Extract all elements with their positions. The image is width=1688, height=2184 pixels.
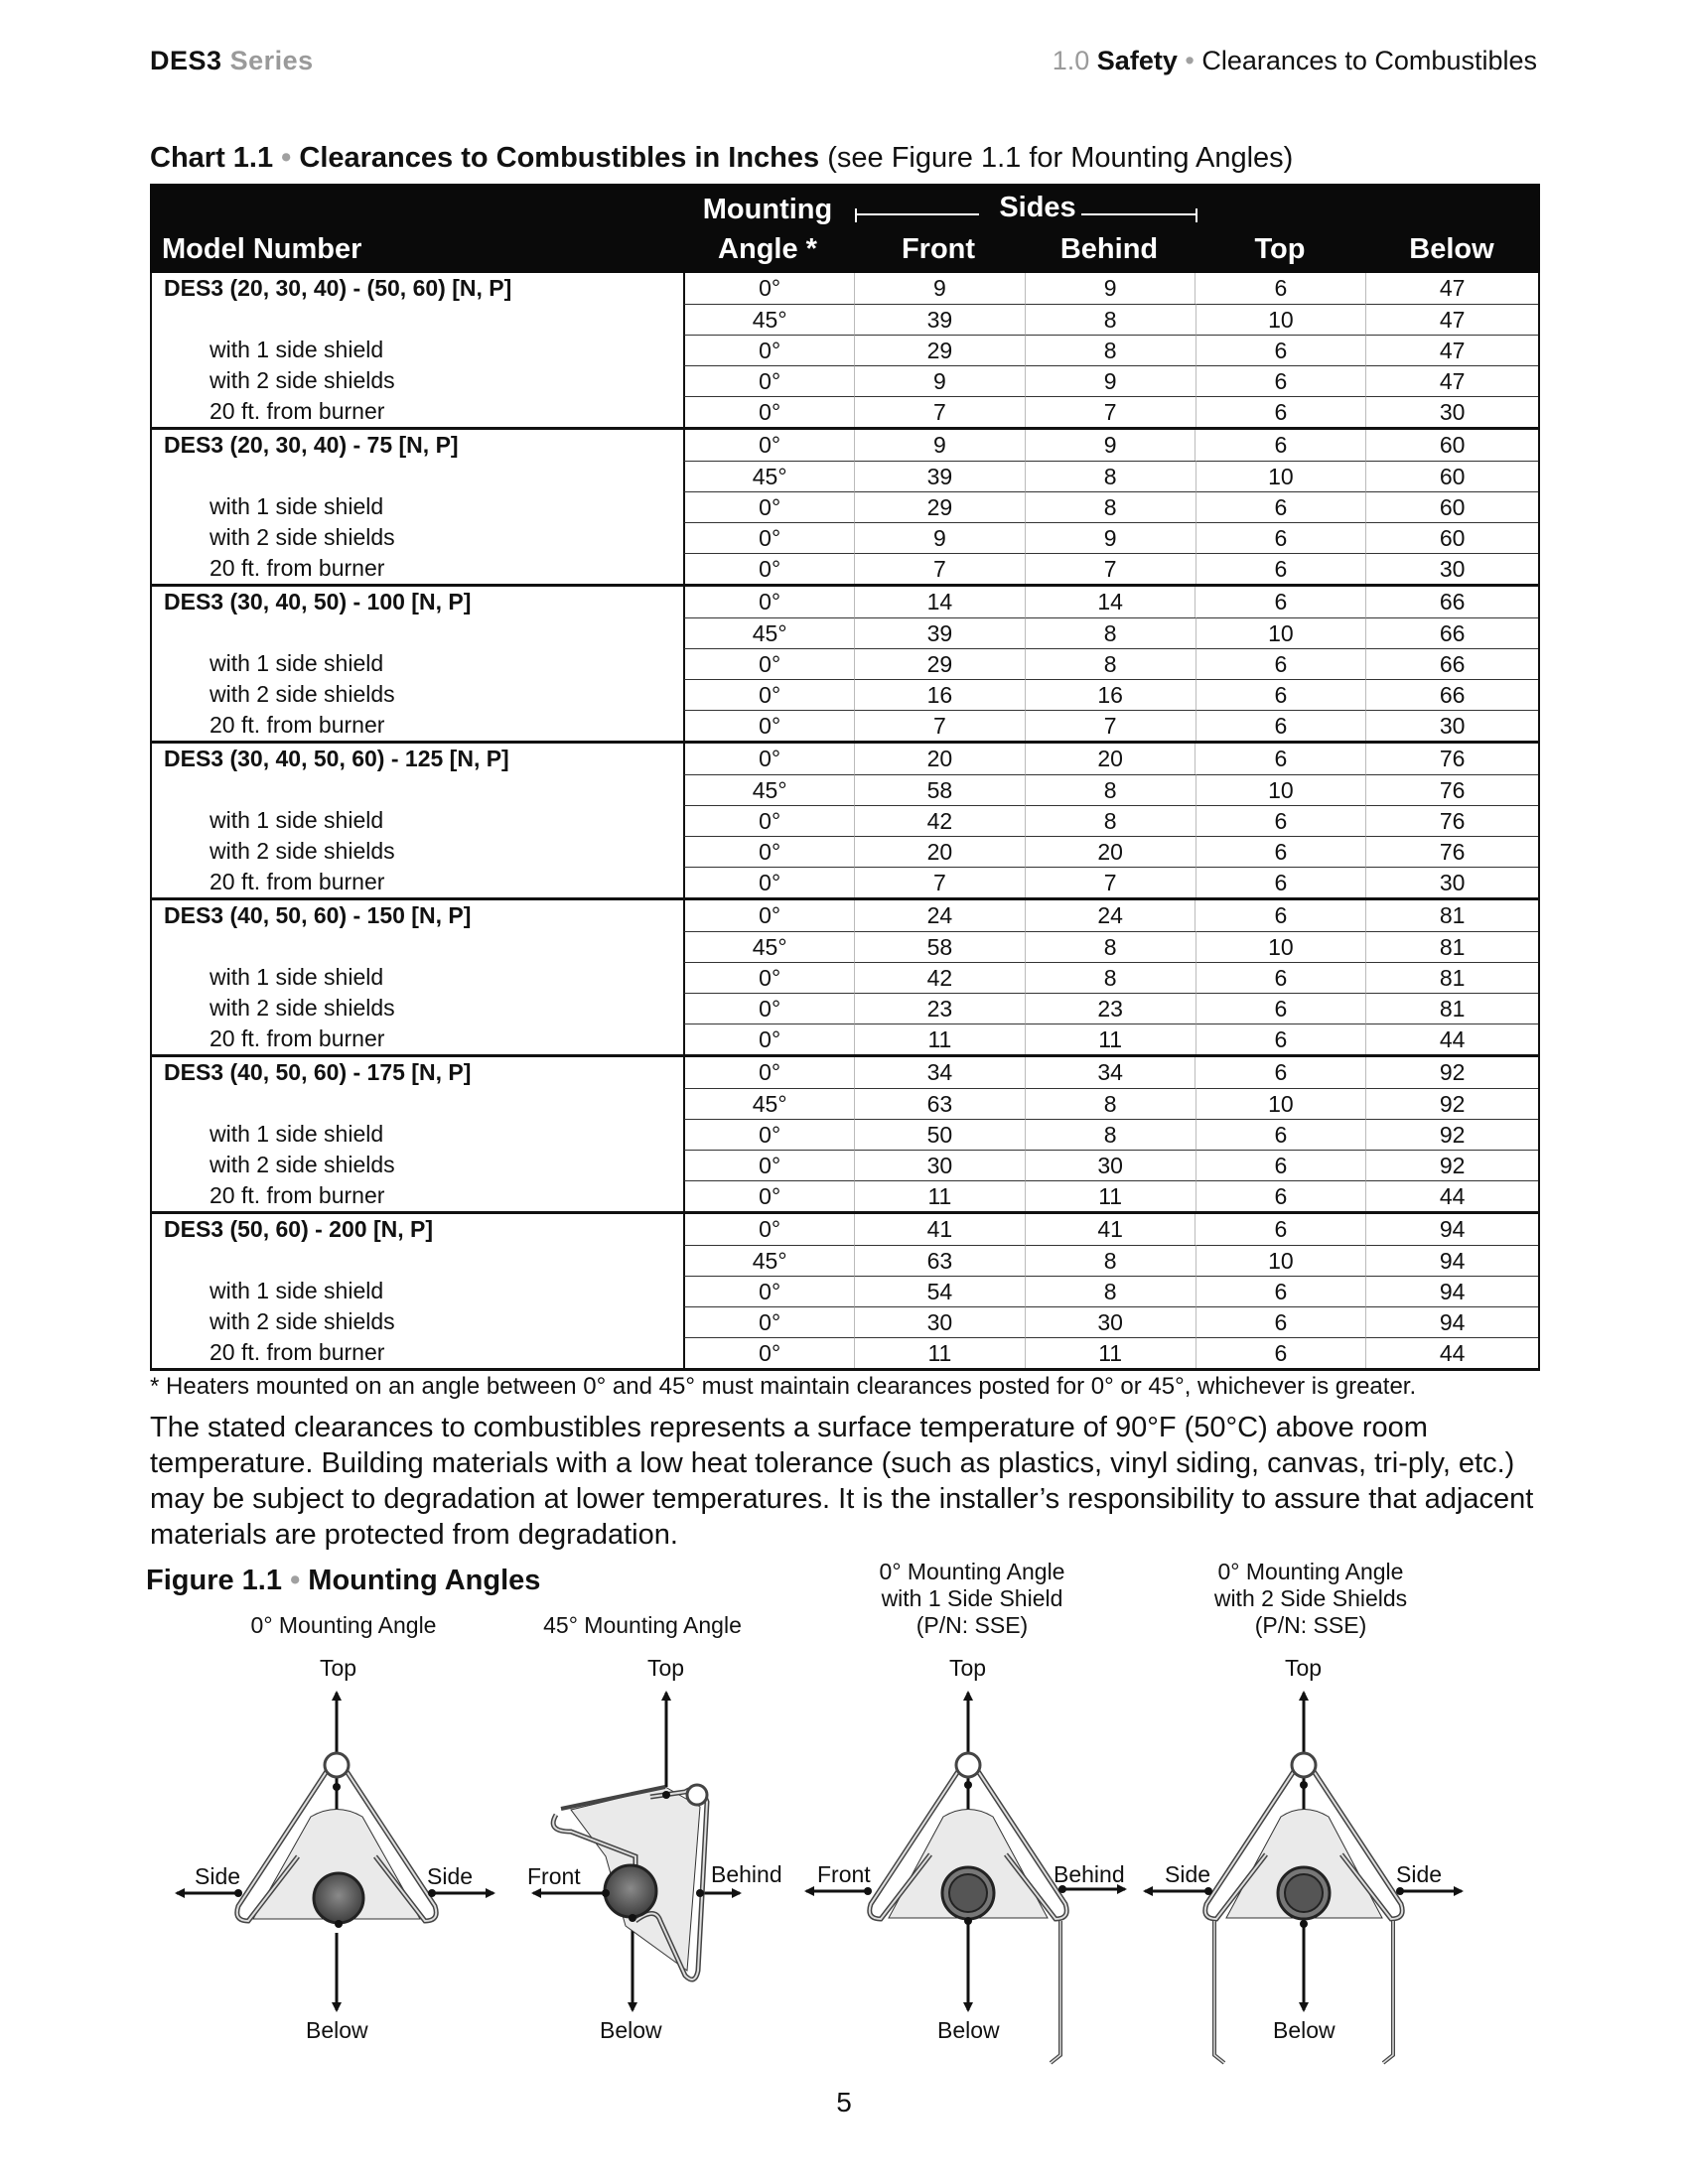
top-cell: 6 [1195, 273, 1365, 304]
variant-label-cell: with 2 side shields [210, 1308, 395, 1334]
front-cell: 16 [854, 679, 1025, 710]
front-cell: 42 [854, 805, 1025, 836]
front-cell: 39 [854, 617, 1025, 648]
below-cell: 66 [1365, 587, 1538, 617]
top-cell: 6 [1195, 744, 1365, 774]
below-cell: 30 [1365, 867, 1538, 897]
variant-label-cell: with 2 side shields [210, 367, 395, 393]
behind-cell: 9 [1025, 273, 1196, 304]
variant-label-cell: 20 ft. from burner [210, 1182, 385, 1208]
behind-cell: 8 [1025, 931, 1196, 962]
top-cell: 6 [1196, 962, 1366, 993]
below-cell: 94 [1365, 1276, 1538, 1306]
top-cell: 6 [1196, 1337, 1366, 1368]
section-subtitle: Clearances to Combustibles [1201, 46, 1537, 75]
col-header-angle-line2: Angle * [718, 233, 817, 265]
angle-cell: 0° [683, 836, 854, 867]
behind-cell: 9 [1025, 365, 1196, 396]
behind-cell: 8 [1025, 805, 1196, 836]
top-cell: 6 [1196, 335, 1366, 365]
model-number-cell: DES3 (20, 30, 40) - (50, 60) [N, P] [164, 275, 512, 301]
col-header-angle-line1: Mounting [702, 194, 833, 225]
top-cell: 6 [1196, 648, 1366, 679]
below-cell: 92 [1365, 1088, 1538, 1119]
diagram-45deg-label-right: Behind [711, 1861, 782, 1887]
angle-cell: 0° [683, 1276, 854, 1306]
figure-number: Figure 1.1 [146, 1565, 282, 1596]
section-title: Safety [1096, 46, 1178, 75]
front-cell: 7 [854, 396, 1025, 427]
diagram-2shields-label-top: Top [1285, 1655, 1323, 1681]
top-cell: 10 [1196, 774, 1366, 805]
angle-cell: 0° [683, 587, 854, 617]
top-cell: 6 [1196, 365, 1366, 396]
series-name: DES3 [150, 46, 222, 75]
angle-cell: 0° [683, 273, 854, 304]
diagram-45deg-label-left: Front [527, 1863, 581, 1889]
diagram-0deg [177, 1693, 493, 2010]
below-cell: 66 [1365, 679, 1538, 710]
behind-cell: 8 [1025, 304, 1196, 335]
behind-cell: 7 [1025, 396, 1196, 427]
chart-heading: Clearances to Combustibles in Inches [299, 142, 820, 174]
front-cell: 11 [854, 1024, 1025, 1054]
model-number-cell: DES3 (50, 60) - 200 [N, P] [164, 1216, 433, 1242]
front-cell: 24 [854, 900, 1025, 931]
bullet-separator: • [1185, 46, 1195, 75]
diagram-45deg [533, 1693, 740, 2010]
angle-cell: 45° [683, 461, 854, 491]
behind-cell: 8 [1025, 962, 1196, 993]
variant-label-cell: 20 ft. from burner [210, 1025, 385, 1051]
behind-cell: 30 [1025, 1150, 1196, 1180]
behind-cell: 34 [1025, 1057, 1196, 1088]
front-cell: 29 [854, 335, 1025, 365]
front-cell: 7 [854, 553, 1025, 584]
below-cell: 76 [1365, 744, 1538, 774]
top-cell: 6 [1196, 1150, 1366, 1180]
angle-cell: 0° [683, 553, 854, 584]
angle-cell: 0° [683, 1180, 854, 1211]
top-cell: 6 [1196, 867, 1366, 897]
behind-cell: 11 [1025, 1180, 1196, 1211]
diagram-1shield-label-top: Top [949, 1655, 987, 1681]
variant-label-cell: with 1 side shield [210, 964, 384, 990]
variant-label-cell: with 1 side shield [210, 1278, 384, 1303]
diagram-1shield-label-right: Behind [1054, 1861, 1125, 1887]
angle-cell: 0° [683, 1214, 854, 1245]
top-cell: 6 [1196, 396, 1366, 427]
front-cell: 29 [854, 491, 1025, 522]
below-cell: 81 [1365, 993, 1538, 1024]
angle-cell: 0° [683, 867, 854, 897]
below-cell: 81 [1365, 900, 1538, 931]
diagram-caption-45deg: 45° Mounting Angle [543, 1612, 742, 1638]
top-cell: 6 [1195, 1214, 1365, 1245]
diagram-0deg-label-left: Side [195, 1863, 241, 1889]
front-cell: 23 [854, 993, 1025, 1024]
diagram-caption-1-shield: 0° Mounting Angle with 1 Side Shield (P/N: SSE) [879, 1559, 1065, 1638]
front-cell: 9 [854, 273, 1025, 304]
diagram-45deg-label-below: Below [600, 2017, 662, 2043]
angle-cell: 0° [683, 396, 854, 427]
variant-label-cell: with 2 side shields [210, 995, 395, 1021]
front-cell: 63 [854, 1245, 1025, 1276]
front-cell: 9 [854, 365, 1025, 396]
angle-cell: 45° [683, 1088, 854, 1119]
behind-cell: 8 [1025, 774, 1196, 805]
angle-cell: 0° [683, 1024, 854, 1054]
behind-cell: 7 [1025, 710, 1196, 741]
angle-cell: 45° [683, 774, 854, 805]
top-cell: 6 [1195, 587, 1365, 617]
top-cell: 10 [1196, 304, 1366, 335]
bullet-separator: • [281, 142, 292, 174]
top-cell: 6 [1196, 553, 1366, 584]
front-cell: 39 [854, 461, 1025, 491]
behind-cell: 7 [1025, 867, 1196, 897]
chart-note: (see Figure 1.1 for Mounting Angles) [827, 142, 1294, 174]
behind-cell: 8 [1025, 648, 1196, 679]
front-cell: 58 [854, 931, 1025, 962]
below-cell: 44 [1365, 1180, 1538, 1211]
front-cell: 63 [854, 1088, 1025, 1119]
front-cell: 34 [854, 1057, 1025, 1088]
below-cell: 66 [1365, 617, 1538, 648]
below-cell: 30 [1365, 710, 1538, 741]
top-cell: 10 [1196, 617, 1366, 648]
angle-cell: 0° [683, 648, 854, 679]
angle-cell: 0° [683, 993, 854, 1024]
below-cell: 92 [1365, 1057, 1538, 1088]
diagram-0deg-label-right: Side [427, 1863, 474, 1889]
col-header-front: Front [901, 233, 976, 265]
behind-cell: 8 [1025, 491, 1196, 522]
variant-label-cell: with 1 side shield [210, 337, 384, 362]
top-cell: 6 [1196, 1276, 1366, 1306]
below-cell: 30 [1365, 553, 1538, 584]
top-cell: 6 [1196, 1180, 1366, 1211]
below-cell: 76 [1365, 805, 1538, 836]
behind-cell: 20 [1025, 744, 1196, 774]
below-cell: 94 [1365, 1245, 1538, 1276]
diagram-0deg-label-below: Below [306, 2017, 368, 2043]
behind-cell: 8 [1025, 1276, 1196, 1306]
behind-cell: 8 [1025, 617, 1196, 648]
diagram-1shield-label-left: Front [817, 1861, 871, 1887]
top-cell: 6 [1196, 679, 1366, 710]
variant-label-cell: 20 ft. from burner [210, 869, 385, 894]
below-cell: 60 [1365, 491, 1538, 522]
below-cell: 47 [1365, 365, 1538, 396]
behind-cell: 14 [1025, 587, 1196, 617]
below-cell: 30 [1365, 396, 1538, 427]
front-cell: 30 [854, 1306, 1025, 1337]
model-number-cell: DES3 (40, 50, 60) - 175 [N, P] [164, 1059, 472, 1085]
variant-label-cell: with 1 side shield [210, 807, 384, 833]
below-cell: 60 [1365, 522, 1538, 553]
below-cell: 81 [1365, 962, 1538, 993]
top-cell: 10 [1196, 931, 1366, 962]
behind-cell: 8 [1025, 1245, 1196, 1276]
front-cell: 11 [854, 1180, 1025, 1211]
variant-label-cell: with 2 side shields [210, 1152, 395, 1177]
model-number-cell: DES3 (40, 50, 60) - 150 [N, P] [164, 902, 472, 928]
angle-cell: 0° [683, 679, 854, 710]
behind-cell: 11 [1025, 1337, 1196, 1368]
front-cell: 30 [854, 1150, 1025, 1180]
angle-cell: 0° [683, 710, 854, 741]
below-cell: 92 [1365, 1119, 1538, 1150]
behind-cell: 30 [1025, 1306, 1196, 1337]
front-cell: 9 [854, 522, 1025, 553]
below-cell: 66 [1365, 648, 1538, 679]
angle-cell: 0° [683, 744, 854, 774]
variant-label-cell: with 2 side shields [210, 524, 395, 550]
behind-cell: 23 [1025, 993, 1196, 1024]
behind-cell: 8 [1025, 1119, 1196, 1150]
front-cell: 58 [854, 774, 1025, 805]
behind-cell: 8 [1025, 1088, 1196, 1119]
behind-cell: 20 [1025, 836, 1196, 867]
top-cell: 6 [1195, 900, 1365, 931]
table-footnote: * Heaters mounted on an angle between 0° and 45° must maintain clearances posted for 0° or 45°, whichever is greater. [150, 1373, 1417, 1400]
front-cell: 11 [854, 1337, 1025, 1368]
angle-cell: 0° [683, 900, 854, 931]
below-cell: 44 [1365, 1337, 1538, 1368]
top-cell: 6 [1195, 1057, 1365, 1088]
bullet-separator: • [290, 1565, 301, 1596]
angle-cell: 0° [683, 430, 854, 461]
top-cell: 10 [1196, 1088, 1366, 1119]
diagram-caption-2-shields: 0° Mounting Angle with 2 Side Shields (P/N: SSE) [1213, 1559, 1408, 1638]
front-cell: 14 [854, 587, 1025, 617]
top-cell: 10 [1196, 1245, 1366, 1276]
top-cell: 6 [1196, 805, 1366, 836]
model-number-cell: DES3 (30, 40, 50, 60) - 125 [N, P] [164, 746, 509, 771]
angle-cell: 0° [683, 1306, 854, 1337]
top-cell: 6 [1196, 491, 1366, 522]
figure-heading: Mounting Angles [308, 1565, 541, 1596]
front-cell: 50 [854, 1119, 1025, 1150]
model-number-cell: DES3 (20, 30, 40) - 75 [N, P] [164, 432, 459, 458]
front-cell: 42 [854, 962, 1025, 993]
front-cell: 54 [854, 1276, 1025, 1306]
section-number: 1.0 [1052, 46, 1090, 75]
chart-number: Chart 1.1 [150, 142, 274, 174]
variant-label-cell: 20 ft. from burner [210, 398, 385, 424]
behind-cell: 24 [1025, 900, 1196, 931]
behind-cell: 8 [1025, 335, 1196, 365]
below-cell: 92 [1365, 1150, 1538, 1180]
variant-label-cell: 20 ft. from burner [210, 712, 385, 738]
model-number-cell: DES3 (30, 40, 50) - 100 [N, P] [164, 589, 472, 614]
behind-cell: 16 [1025, 679, 1196, 710]
below-cell: 94 [1365, 1214, 1538, 1245]
behind-cell: 11 [1025, 1024, 1196, 1054]
angle-cell: 0° [683, 1337, 854, 1368]
angle-cell: 45° [683, 617, 854, 648]
col-header-model: Model Number [162, 233, 362, 265]
top-cell: 6 [1196, 1306, 1366, 1337]
variant-label-cell: with 1 side shield [210, 650, 384, 676]
series-label: Series [229, 46, 314, 75]
front-cell: 9 [854, 430, 1025, 461]
behind-cell: 9 [1025, 522, 1196, 553]
top-cell: 6 [1195, 430, 1365, 461]
top-cell: 6 [1196, 993, 1366, 1024]
diagram-1shield-label-below: Below [937, 2017, 1000, 2043]
below-cell: 44 [1365, 1024, 1538, 1054]
below-cell: 81 [1365, 931, 1538, 962]
variant-label-cell: 20 ft. from burner [210, 1339, 385, 1365]
front-cell: 7 [854, 710, 1025, 741]
front-cell: 7 [854, 867, 1025, 897]
front-cell: 20 [854, 836, 1025, 867]
angle-cell: 45° [683, 931, 854, 962]
variant-label-cell: with 1 side shield [210, 1121, 384, 1147]
behind-cell: 7 [1025, 553, 1196, 584]
diagram-2shields-label-below: Below [1273, 2017, 1336, 2043]
behind-cell: 9 [1025, 430, 1196, 461]
angle-cell: 45° [683, 304, 854, 335]
top-cell: 6 [1196, 836, 1366, 867]
angle-cell: 0° [683, 1057, 854, 1088]
below-cell: 47 [1365, 335, 1538, 365]
front-cell: 39 [854, 304, 1025, 335]
front-cell: 29 [854, 648, 1025, 679]
below-cell: 60 [1365, 430, 1538, 461]
below-cell: 76 [1365, 836, 1538, 867]
variant-label-cell: 20 ft. from burner [210, 555, 385, 581]
angle-cell: 0° [683, 962, 854, 993]
col-header-behind: Behind [1059, 233, 1159, 265]
diagram-45deg-label-top: Top [647, 1655, 685, 1681]
col-header-top: Top [1254, 233, 1306, 265]
below-cell: 47 [1365, 273, 1538, 304]
top-cell: 10 [1196, 461, 1366, 491]
page-number: 5 [836, 2087, 852, 2117]
angle-cell: 0° [683, 1150, 854, 1180]
behind-cell: 41 [1025, 1214, 1196, 1245]
angle-cell: 0° [683, 491, 854, 522]
diagram-0deg-label-top: Top [320, 1655, 357, 1681]
below-cell: 94 [1365, 1306, 1538, 1337]
angle-cell: 45° [683, 1245, 854, 1276]
diagram-2shields-label-left: Side [1165, 1861, 1211, 1887]
front-cell: 41 [854, 1214, 1025, 1245]
angle-cell: 0° [683, 335, 854, 365]
angle-cell: 0° [683, 805, 854, 836]
variant-label-cell: with 1 side shield [210, 493, 384, 519]
clearance-explanation: The stated clearances to combustibles represents a surface temperature of 90°F (50°C) above room temperature. Building materials with a low heat tolerance (such as plastics, vinyl siding, canvas, tri-ply, etc.) may be subject to degradation at lower temperatures. It is the installer’s responsibility to assure that adjacent materials are protected from degradation. [150, 1412, 1534, 1551]
variant-label-cell: with 2 side shields [210, 838, 395, 864]
angle-cell: 0° [683, 1119, 854, 1150]
diagram-caption-0deg: 0° Mounting Angle [250, 1612, 437, 1638]
behind-cell: 8 [1025, 461, 1196, 491]
angle-cell: 0° [683, 365, 854, 396]
below-cell: 60 [1365, 461, 1538, 491]
top-cell: 6 [1196, 1024, 1366, 1054]
col-header-sides: Sides [999, 192, 1076, 223]
variant-label-cell: with 2 side shields [210, 681, 395, 707]
top-cell: 6 [1196, 1119, 1366, 1150]
front-cell: 20 [854, 744, 1025, 774]
col-header-below: Below [1409, 233, 1494, 265]
below-cell: 76 [1365, 774, 1538, 805]
top-cell: 6 [1196, 710, 1366, 741]
below-cell: 47 [1365, 304, 1538, 335]
diagram-2shields-label-right: Side [1396, 1861, 1443, 1887]
top-cell: 6 [1196, 522, 1366, 553]
angle-cell: 0° [683, 522, 854, 553]
